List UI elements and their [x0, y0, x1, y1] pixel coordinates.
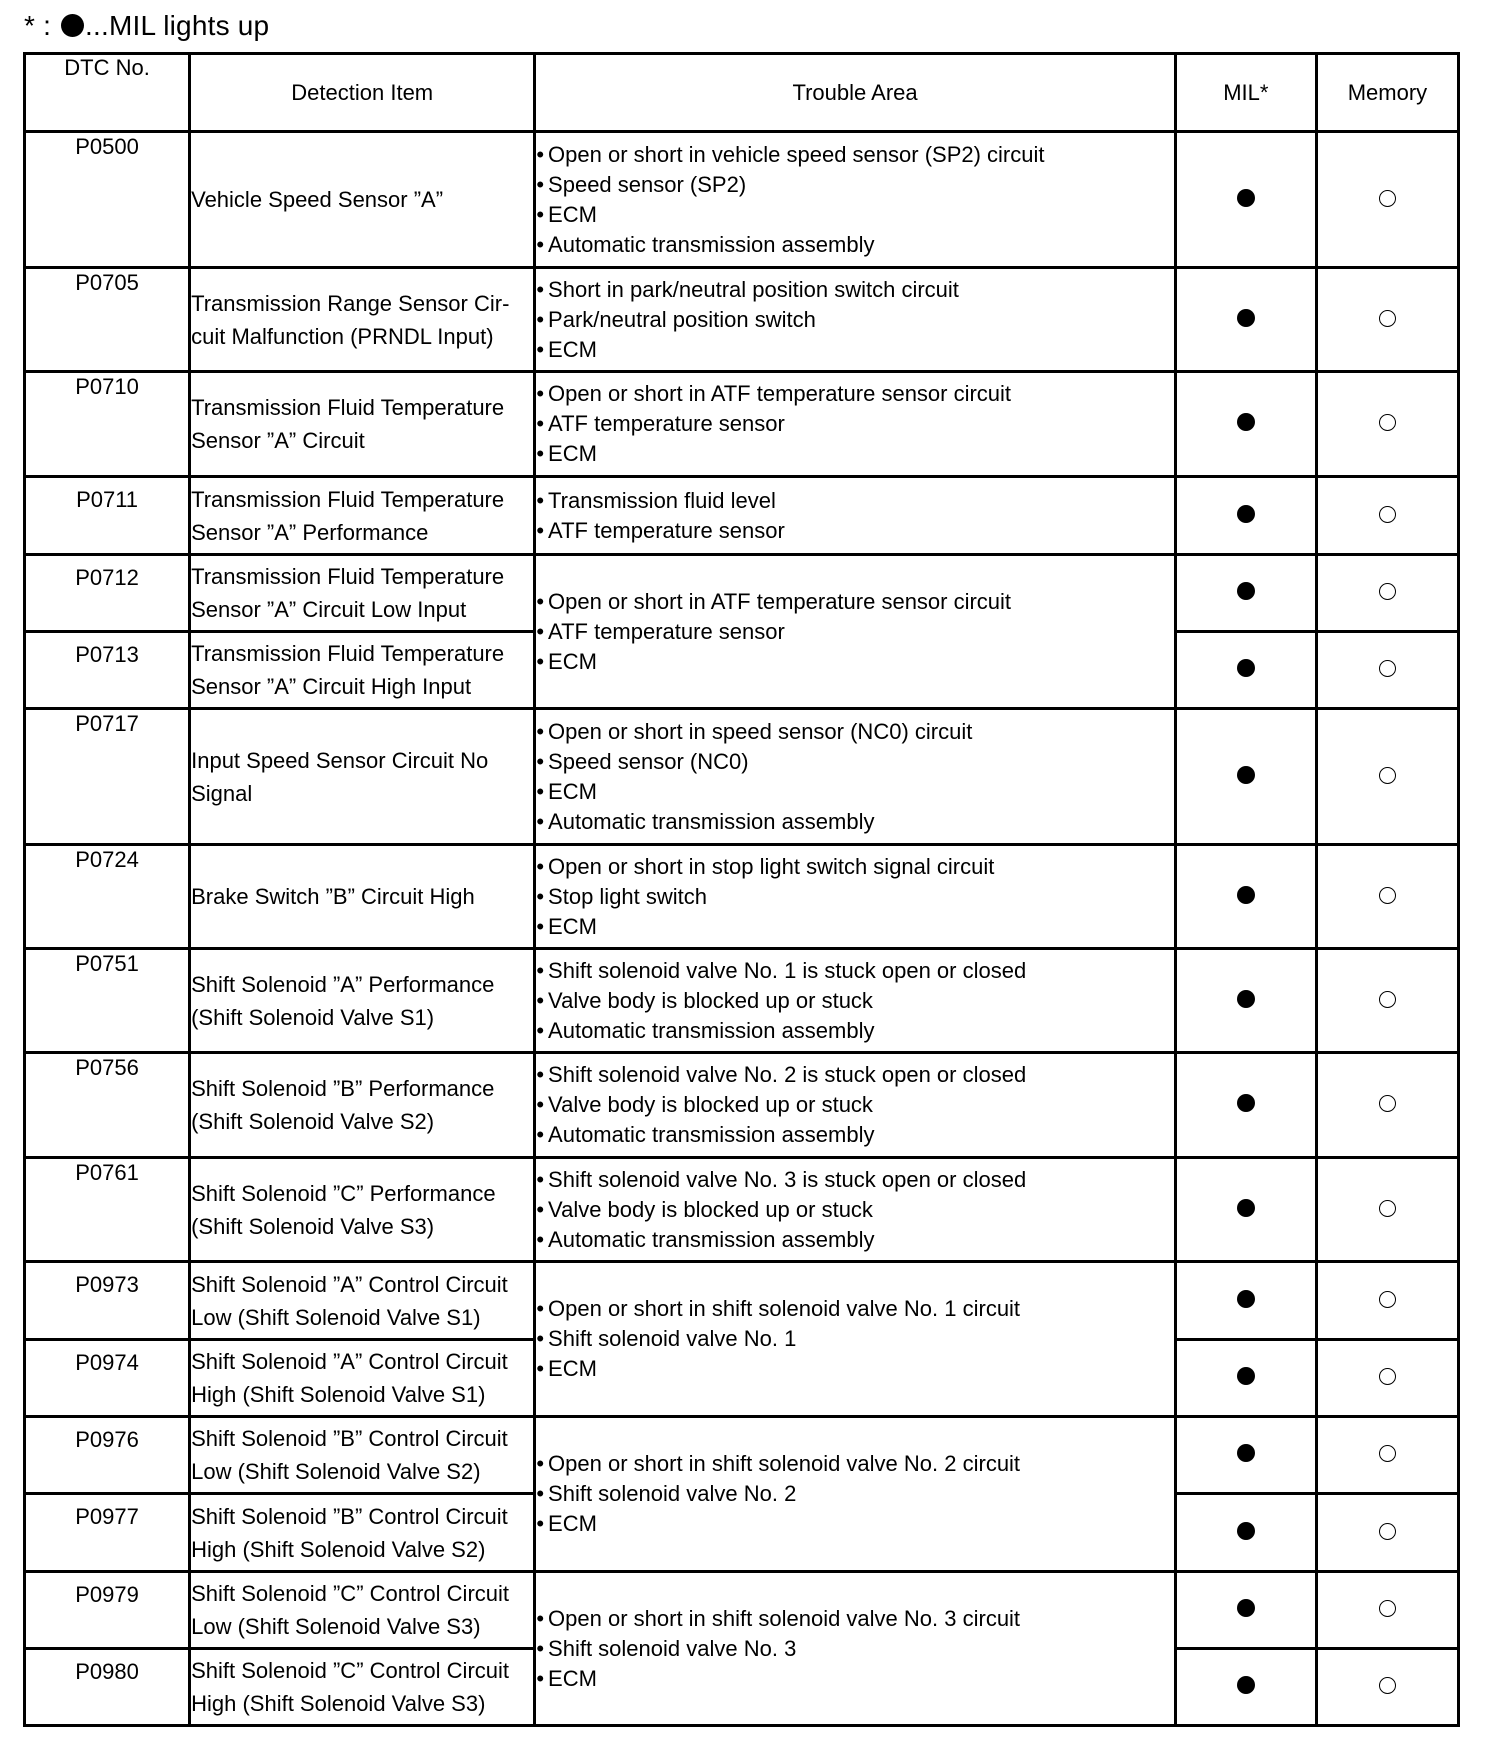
detection-item: Shift Solenoid ”B” Control Circuit High (Shift Solenoid Valve S2) [190, 1494, 535, 1572]
memory-stored-icon [1379, 1600, 1396, 1617]
mil-cell [1175, 372, 1316, 477]
mil-cell [1175, 709, 1316, 845]
memory-stored-icon [1379, 414, 1396, 431]
header-trouble-area: Trouble Area [535, 54, 1175, 132]
mil-cell [1175, 1649, 1316, 1726]
trouble-area-item: • Stop light switch [536, 882, 1173, 912]
memory-stored-icon [1379, 310, 1396, 327]
trouble-area [535, 709, 1175, 845]
detection-item: Shift Solenoid ”B” Performance (Shift Solenoid Valve S2) [190, 1053, 535, 1158]
mil-on-icon [1237, 1367, 1255, 1385]
trouble-area-item: • ECM [536, 912, 1173, 942]
dtc-code: P0711 [25, 477, 190, 555]
trouble-area-item: • Valve body is blocked up or stuck [536, 1090, 1173, 1120]
detection-item: Transmission Fluid Temperature Sensor ”A” Circuit Low Input [190, 555, 535, 632]
trouble-area-item: • Open or short in vehicle speed sensor (SP2) circuit [536, 140, 1173, 170]
detection-item: Shift Solenoid ”C” Control Circuit Low (Shift Solenoid Valve S3) [190, 1572, 535, 1649]
memory-stored-icon [1379, 991, 1396, 1008]
mil-on-icon [1237, 659, 1255, 677]
memory-stored-icon [1379, 887, 1396, 904]
trouble-area-item: • ECM [536, 439, 1173, 469]
dtc-code: P0751 [25, 949, 190, 1053]
detection-item: Shift Solenoid ”C” Performance (Shift Solenoid Valve S3) [190, 1158, 535, 1262]
trouble-area-item: • ATF temperature sensor [536, 516, 1173, 546]
table-row [25, 709, 1459, 845]
trouble-area-item: • Automatic transmission assembly [536, 1225, 1173, 1255]
trouble-area-item: • Speed sensor (SP2) [536, 170, 1173, 200]
dtc-code: P0979 [25, 1572, 190, 1649]
memory-cell [1316, 1340, 1458, 1417]
dtc-code: P0712 [25, 555, 190, 632]
memory-stored-icon [1379, 1523, 1396, 1540]
trouble-area-item: • Park/neutral position switch [536, 305, 1173, 335]
trouble-area-item: • Shift solenoid valve No. 1 [536, 1324, 1173, 1354]
memory-stored-icon [1379, 660, 1396, 677]
table-row [25, 1417, 1459, 1494]
trouble-area [535, 1158, 1175, 1262]
mil-on-icon [1237, 413, 1255, 431]
detection-item: Transmission Fluid Temperature Sensor ”A” Performance [190, 477, 535, 555]
dtc-code: P0710 [25, 372, 190, 477]
memory-stored-icon [1379, 1677, 1396, 1694]
header-row [25, 54, 1459, 132]
table-row [25, 949, 1459, 1053]
detection-item: Transmission Fluid Temperature Sensor ”A” Circuit High Input [190, 632, 535, 709]
table-row [25, 477, 1459, 555]
mil-on-icon [1237, 309, 1255, 327]
dtc-code: P0500 [25, 132, 190, 268]
memory-cell [1316, 1649, 1458, 1726]
mil-cell [1175, 268, 1316, 372]
memory-cell [1316, 132, 1458, 268]
mil-cell [1175, 1417, 1316, 1494]
mil-cell [1175, 477, 1316, 555]
trouble-area-item: • ECM [536, 200, 1173, 230]
trouble-area-item: • Valve body is blocked up or stuck [536, 986, 1173, 1016]
mil-on-icon [1237, 1094, 1255, 1112]
trouble-area [535, 477, 1175, 555]
dtc-code: P0713 [25, 632, 190, 709]
mil-cell [1175, 132, 1316, 268]
trouble-area [535, 1262, 1175, 1417]
trouble-area-item: • Shift solenoid valve No. 3 is stuck open or closed [536, 1165, 1173, 1195]
trouble-area-item: • ECM [536, 1664, 1173, 1694]
trouble-area-item: • ECM [536, 647, 1173, 677]
memory-cell [1316, 555, 1458, 632]
memory-stored-icon [1379, 1368, 1396, 1385]
detection-item: Shift Solenoid ”C” Control Circuit High (Shift Solenoid Valve S3) [190, 1649, 535, 1726]
table-row [25, 1572, 1459, 1649]
mil-cell [1175, 1158, 1316, 1262]
detection-item: Brake Switch ”B” Circuit High [190, 845, 535, 949]
detection-item: Transmission Fluid Temperature Sensor ”A” Circuit [190, 372, 535, 477]
trouble-area-item: • Shift solenoid valve No. 3 [536, 1634, 1173, 1664]
memory-stored-icon [1379, 1445, 1396, 1462]
header-detection-item: Detection Item [190, 54, 535, 132]
detection-item: Shift Solenoid ”B” Control Circuit Low (Shift Solenoid Valve S2) [190, 1417, 535, 1494]
memory-cell [1316, 477, 1458, 555]
trouble-area-item: • ECM [536, 1509, 1173, 1539]
mil-on-icon [1237, 886, 1255, 904]
trouble-area [535, 555, 1175, 709]
dtc-code: P0974 [25, 1340, 190, 1417]
memory-cell [1316, 949, 1458, 1053]
trouble-area-item: • Automatic transmission assembly [536, 230, 1173, 260]
mil-on-icon [1237, 1676, 1255, 1694]
mil-cell [1175, 949, 1316, 1053]
memory-cell [1316, 372, 1458, 477]
table-row [25, 268, 1459, 372]
memory-cell [1316, 709, 1458, 845]
trouble-area-item: • ECM [536, 777, 1173, 807]
dtc-code: P0761 [25, 1158, 190, 1262]
trouble-area-item: • Open or short in shift solenoid valve No. 3 circuit [536, 1604, 1173, 1634]
table-row [25, 132, 1459, 268]
trouble-area-item: • Speed sensor (NC0) [536, 747, 1173, 777]
mil-cell [1175, 1053, 1316, 1158]
detection-item: Shift Solenoid ”A” Control Circuit High (Shift Solenoid Valve S1) [190, 1340, 535, 1417]
trouble-area [535, 1053, 1175, 1158]
table-row [25, 845, 1459, 949]
trouble-area-item: • Open or short in speed sensor (NC0) circuit [536, 717, 1173, 747]
dtc-code: P0717 [25, 709, 190, 845]
memory-stored-icon [1379, 767, 1396, 784]
mil-cell [1175, 1262, 1316, 1340]
detection-item: Shift Solenoid ”A” Performance (Shift Solenoid Valve S1) [190, 949, 535, 1053]
mil-cell [1175, 632, 1316, 709]
mil-on-icon [1237, 990, 1255, 1008]
trouble-area-item: • ATF temperature sensor [536, 617, 1173, 647]
trouble-area-item: • ECM [536, 335, 1173, 365]
mil-on-icon [1237, 1444, 1255, 1462]
mil-filled-circle-icon [61, 14, 84, 37]
mil-on-icon [1237, 505, 1255, 523]
trouble-area [535, 949, 1175, 1053]
dtc-code: P0973 [25, 1262, 190, 1340]
trouble-area-item: • Transmission fluid level [536, 486, 1173, 516]
memory-stored-icon [1379, 506, 1396, 523]
mil-on-icon [1237, 1599, 1255, 1617]
memory-cell [1316, 1158, 1458, 1262]
trouble-area-item: • Open or short in ATF temperature sensor circuit [536, 587, 1173, 617]
trouble-area-item: • Open or short in shift solenoid valve No. 1 circuit [536, 1294, 1173, 1324]
trouble-area [535, 268, 1175, 372]
trouble-area-item: • Shift solenoid valve No. 2 [536, 1479, 1173, 1509]
memory-stored-icon [1379, 583, 1396, 600]
header-memory: Memory [1316, 54, 1458, 132]
detection-item: Vehicle Speed Sensor ”A” [190, 132, 535, 268]
memory-cell [1316, 1053, 1458, 1158]
memory-cell [1316, 268, 1458, 372]
trouble-area [535, 1417, 1175, 1572]
table-row [25, 1158, 1459, 1262]
dtc-code: P0705 [25, 268, 190, 372]
trouble-area-item: • Open or short in shift solenoid valve No. 2 circuit [536, 1449, 1173, 1479]
mil-cell [1175, 1340, 1316, 1417]
trouble-area-item: • Valve body is blocked up or stuck [536, 1195, 1173, 1225]
table-row [25, 372, 1459, 477]
header-mil: MIL* [1175, 54, 1316, 132]
trouble-area-item: • Short in park/neutral position switch circuit [536, 275, 1173, 305]
table-row [25, 1262, 1459, 1340]
mil-legend [24, 6, 269, 46]
detection-item: Transmission Range Sensor Cir-cuit Malfunction (PRNDL Input) [190, 268, 535, 372]
trouble-area-item: • Open or short in stop light switch signal circuit [536, 852, 1173, 882]
memory-stored-icon [1379, 190, 1396, 207]
memory-stored-icon [1379, 1291, 1396, 1308]
trouble-area-item: • Shift solenoid valve No. 1 is stuck open or closed [536, 956, 1173, 986]
mil-on-icon [1237, 1522, 1255, 1540]
detection-item: Shift Solenoid ”A” Control Circuit Low (Shift Solenoid Valve S1) [190, 1262, 535, 1340]
mil-cell [1175, 845, 1316, 949]
dtc-table [23, 52, 1460, 1727]
trouble-area [535, 845, 1175, 949]
trouble-area-item: • ECM [536, 1354, 1173, 1384]
header-dtc-no: DTC No. [25, 54, 190, 132]
mil-on-icon [1237, 189, 1255, 207]
memory-cell [1316, 1494, 1458, 1572]
memory-cell [1316, 845, 1458, 949]
trouble-area [535, 1572, 1175, 1726]
trouble-area-item: • Open or short in ATF temperature sensor circuit [536, 379, 1173, 409]
legend-text: ...MIL lights up [85, 10, 270, 41]
dtc-code: P0724 [25, 845, 190, 949]
mil-on-icon [1237, 766, 1255, 784]
mil-on-icon [1237, 1199, 1255, 1217]
detection-item: Input Speed Sensor Circuit No Signal [190, 709, 535, 845]
mil-on-icon [1237, 1290, 1255, 1308]
dtc-code: P0977 [25, 1494, 190, 1572]
trouble-area [535, 372, 1175, 477]
memory-cell [1316, 1572, 1458, 1649]
trouble-area-item: • Shift solenoid valve No. 2 is stuck open or closed [536, 1060, 1173, 1090]
dtc-code: P0980 [25, 1649, 190, 1726]
memory-cell [1316, 1417, 1458, 1494]
dtc-code: P0976 [25, 1417, 190, 1494]
dtc-code: P0756 [25, 1053, 190, 1158]
trouble-area-item: • Automatic transmission assembly [536, 807, 1173, 837]
trouble-area [535, 132, 1175, 268]
mil-cell [1175, 1572, 1316, 1649]
trouble-area-item: • Automatic transmission assembly [536, 1120, 1173, 1150]
legend-prefix: * : [24, 10, 52, 41]
memory-cell [1316, 632, 1458, 709]
mil-cell [1175, 555, 1316, 632]
memory-stored-icon [1379, 1200, 1396, 1217]
table-row [25, 555, 1459, 632]
mil-cell [1175, 1494, 1316, 1572]
table-row [25, 1053, 1459, 1158]
trouble-area-item: • ATF temperature sensor [536, 409, 1173, 439]
mil-on-icon [1237, 582, 1255, 600]
memory-stored-icon [1379, 1095, 1396, 1112]
memory-cell [1316, 1262, 1458, 1340]
trouble-area-item: • Automatic transmission assembly [536, 1016, 1173, 1046]
